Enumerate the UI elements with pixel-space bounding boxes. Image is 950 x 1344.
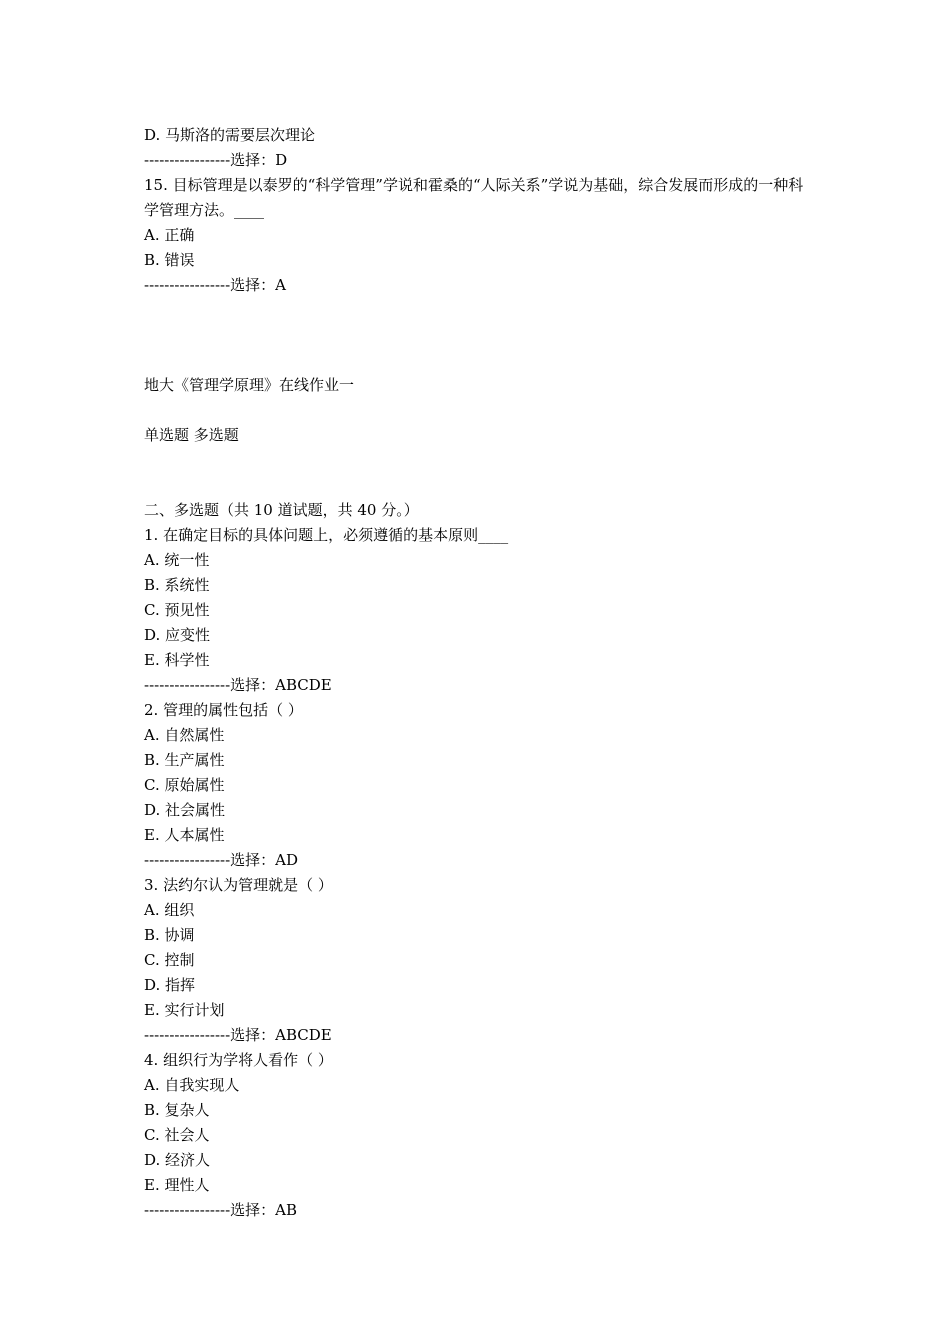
- prev-option-d: D. 马斯洛的需要层次理论: [144, 126, 316, 144]
- spacer: [144, 298, 814, 373]
- option-c: C. 原始属性: [144, 776, 225, 794]
- question-1: [144, 523, 814, 698]
- option-b: B. 系统性: [144, 576, 210, 594]
- document-page: [144, 123, 814, 1223]
- option-c: C. 控制: [144, 951, 195, 969]
- option-b: B. 复杂人: [144, 1101, 210, 1119]
- prev-answer-14: -----------------选择：D: [144, 151, 288, 169]
- spacer: [144, 448, 814, 498]
- question-15-option-b: B. 错误: [144, 251, 195, 269]
- option-a: A. 组织: [144, 901, 195, 919]
- answer-line: -----------------选择：ABCDE: [144, 676, 332, 694]
- question-2: [144, 698, 814, 873]
- question-15-option-a: A. 正确: [144, 226, 195, 244]
- option-a: A. 自然属性: [144, 726, 225, 744]
- option-e: E. 人本属性: [144, 826, 225, 844]
- option-e: E. 实行计划: [144, 1001, 225, 1019]
- option-b: B. 协调: [144, 926, 195, 944]
- option-a: A. 统一性: [144, 551, 210, 569]
- answer-line: -----------------选择：AD: [144, 851, 299, 869]
- question-4: [144, 1048, 814, 1223]
- answer-line: -----------------选择：AB: [144, 1201, 298, 1219]
- option-c: C. 社会人: [144, 1126, 210, 1144]
- question-stem: 2. 管理的属性包括（ ）: [144, 701, 303, 719]
- option-b: B. 生产属性: [144, 751, 225, 769]
- question-stem: 1. 在确定目标的具体问题上，必须遵循的基本原则____: [144, 526, 509, 544]
- question-stem: 4. 组织行为学将人看作（ ）: [144, 1051, 333, 1069]
- option-e: E. 理性人: [144, 1176, 210, 1194]
- answer-line: -----------------选择：ABCDE: [144, 1026, 332, 1044]
- question-type-tabs: 单选题 多选题: [144, 426, 239, 444]
- option-e: E. 科学性: [144, 651, 210, 669]
- option-d: D. 社会属性: [144, 801, 226, 819]
- question-15-stem: 15. 目标管理是以泰罗的“科学管理”学说和霍桑的“人际关系”学说为基础，综合发展而形成的一种科学管理方法。____: [144, 176, 804, 219]
- assignment-title: 地大《管理学原理》在线作业一: [144, 376, 355, 394]
- question-15-answer: -----------------选择：A: [144, 276, 286, 294]
- option-d: D. 经济人: [144, 1151, 211, 1169]
- option-d: D. 应变性: [144, 626, 211, 644]
- spacer: [144, 398, 814, 423]
- question-stem: 3. 法约尔认为管理就是（ ）: [144, 876, 333, 894]
- question-3: [144, 873, 814, 1048]
- option-a: A. 自我实现人: [144, 1076, 240, 1094]
- section-title: 二、多选题（共 10 道试题，共 40 分。）: [144, 501, 419, 519]
- option-d: D. 指挥: [144, 976, 196, 994]
- option-c: C. 预见性: [144, 601, 210, 619]
